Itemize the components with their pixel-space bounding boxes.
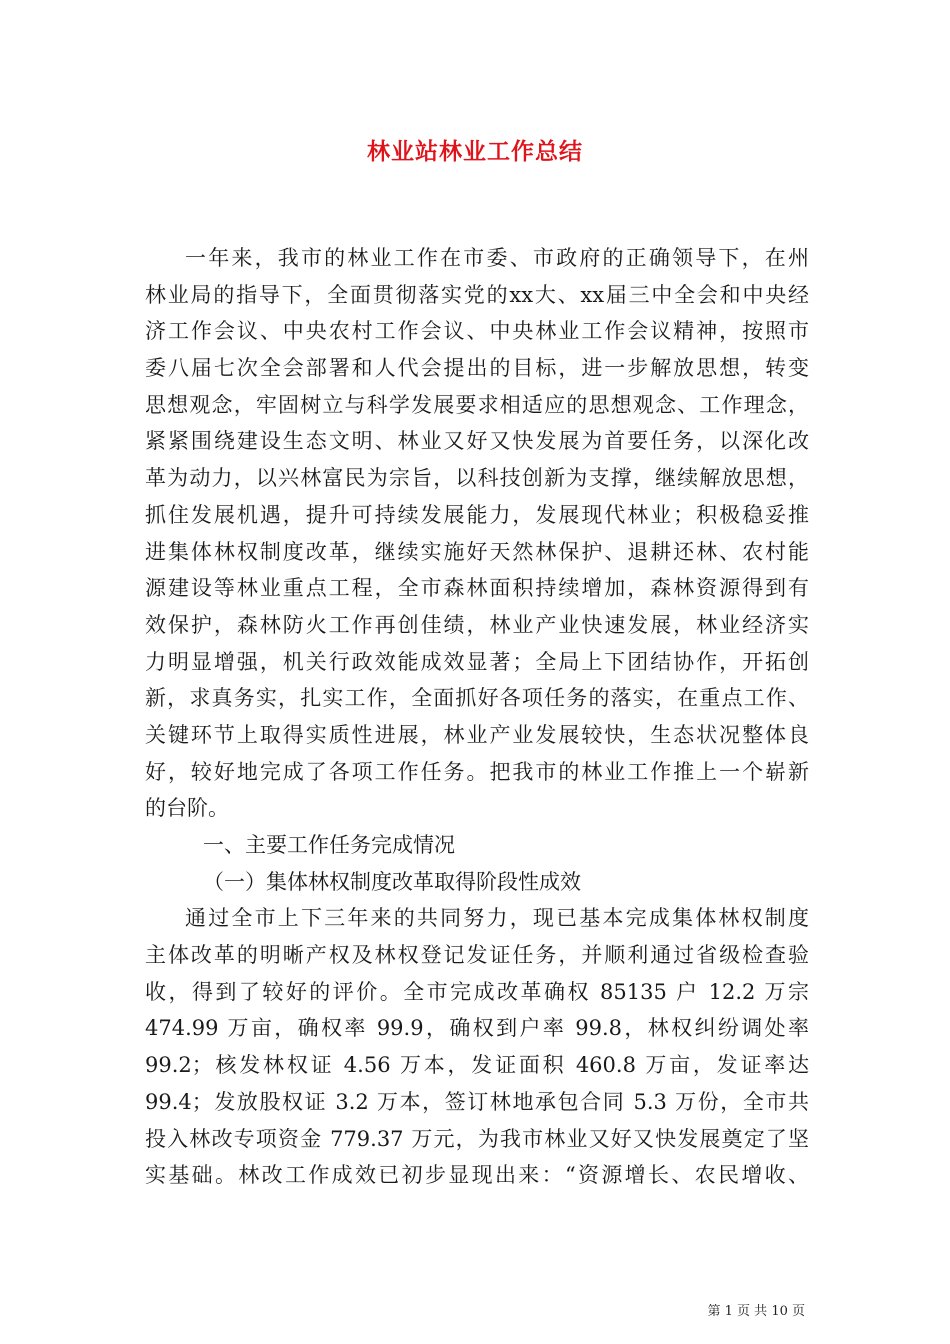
paragraph-line: 主体改革的明晰产权及林权登记发证任务，并顺利通过省级检查验 — [145, 943, 809, 968]
paragraph-line: 新，求真务实，扎实工作，全面抓好各项任务的落实，在重点工作、 — [145, 686, 809, 711]
paragraph-line: 济工作会议、中央农村工作会议、中央林业工作会议精神，按照市 — [145, 319, 809, 344]
paragraph-line: 委八届七次全会部署和人代会提出的目标，进一步解放思想，转变 — [145, 356, 809, 381]
document-title: 林业站林业工作总结 — [367, 138, 583, 165]
paragraph-line: 进集体林权制度改革，继续实施好天然林保护、退耕还林、农村能 — [145, 539, 809, 564]
paragraph-line: 紧紧围绕建设生态文明、林业又好又快发展为首要任务，以深化改 — [145, 429, 809, 454]
subsection-heading: （一）集体林权制度改革取得阶段性成效 — [203, 869, 581, 894]
document-body — [145, 240, 809, 1194]
paragraph-line: 革为动力，以兴林富民为宗旨，以科技创新为支撑，继续解放思想， — [145, 466, 809, 491]
paragraph-line: 好，较好地完成了各项工作任务。把我市的林业工作推上一个崭新 — [145, 759, 809, 784]
paragraph-line: 投入林改专项资金 779.37 万元，为我市林业又好又快发展奠定了坚 — [145, 1126, 809, 1151]
paragraph-line: 通过全市上下三年来的共同努力，现已基本完成集体林权制度 — [185, 906, 809, 931]
paragraph-line: 关键环节上取得实质性进展，林业产业发展较快，生态状况整体良 — [145, 722, 809, 747]
paragraph-line: 的台阶。 — [145, 796, 229, 821]
paragraph-line: 实基础。林改工作成效已初步显现出来：“资源增长、农民增收、 — [145, 1163, 809, 1188]
paragraph-line: 收，得到了较好的评价。全市完成改革确权 85135 户 12.2 万宗 — [145, 979, 809, 1004]
section-heading: 一、主要工作任务完成情况 — [203, 833, 455, 857]
paragraph-line: 力明显增强，机关行政效能成效显著；全局上下团结协作，开拓创 — [145, 649, 809, 674]
page-number: 第 1 页 共 10 页 — [707, 1304, 805, 1319]
paragraph-line: 抓住发展机遇，提升可持续发展能力，发展现代林业；积极稳妥推 — [145, 502, 809, 527]
paragraph-line: 思想观念，牢固树立与科学发展要求相适应的思想观念、工作理念， — [145, 392, 809, 417]
paragraph-line: 99.4；发放股权证 3.2 万本，签订林地承包合同 5.3 万份，全市共 — [145, 1089, 809, 1114]
paragraph-line: 林业局的指导下，全面贯彻落实党的xx大、xx届三中全会和中央经 — [145, 282, 809, 307]
paragraph-line: 效保护，森林防火工作再创佳绩，林业产业快速发展，林业经济实 — [145, 612, 809, 637]
paragraph-line: 99.2；核发林权证 4.56 万本，发证面积 460.8 万亩，发证率达 — [145, 1053, 809, 1078]
paragraph-line: 474.99 万亩，确权率 99.9，确权到户率 99.8，林权纠纷调处率 — [145, 1016, 809, 1041]
paragraph-line: 一年来，我市的林业工作在市委、市政府的正确领导下，在州 — [185, 246, 809, 270]
paragraph-line: 源建设等林业重点工程，全市森林面积持续增加，森林资源得到有 — [145, 576, 809, 601]
